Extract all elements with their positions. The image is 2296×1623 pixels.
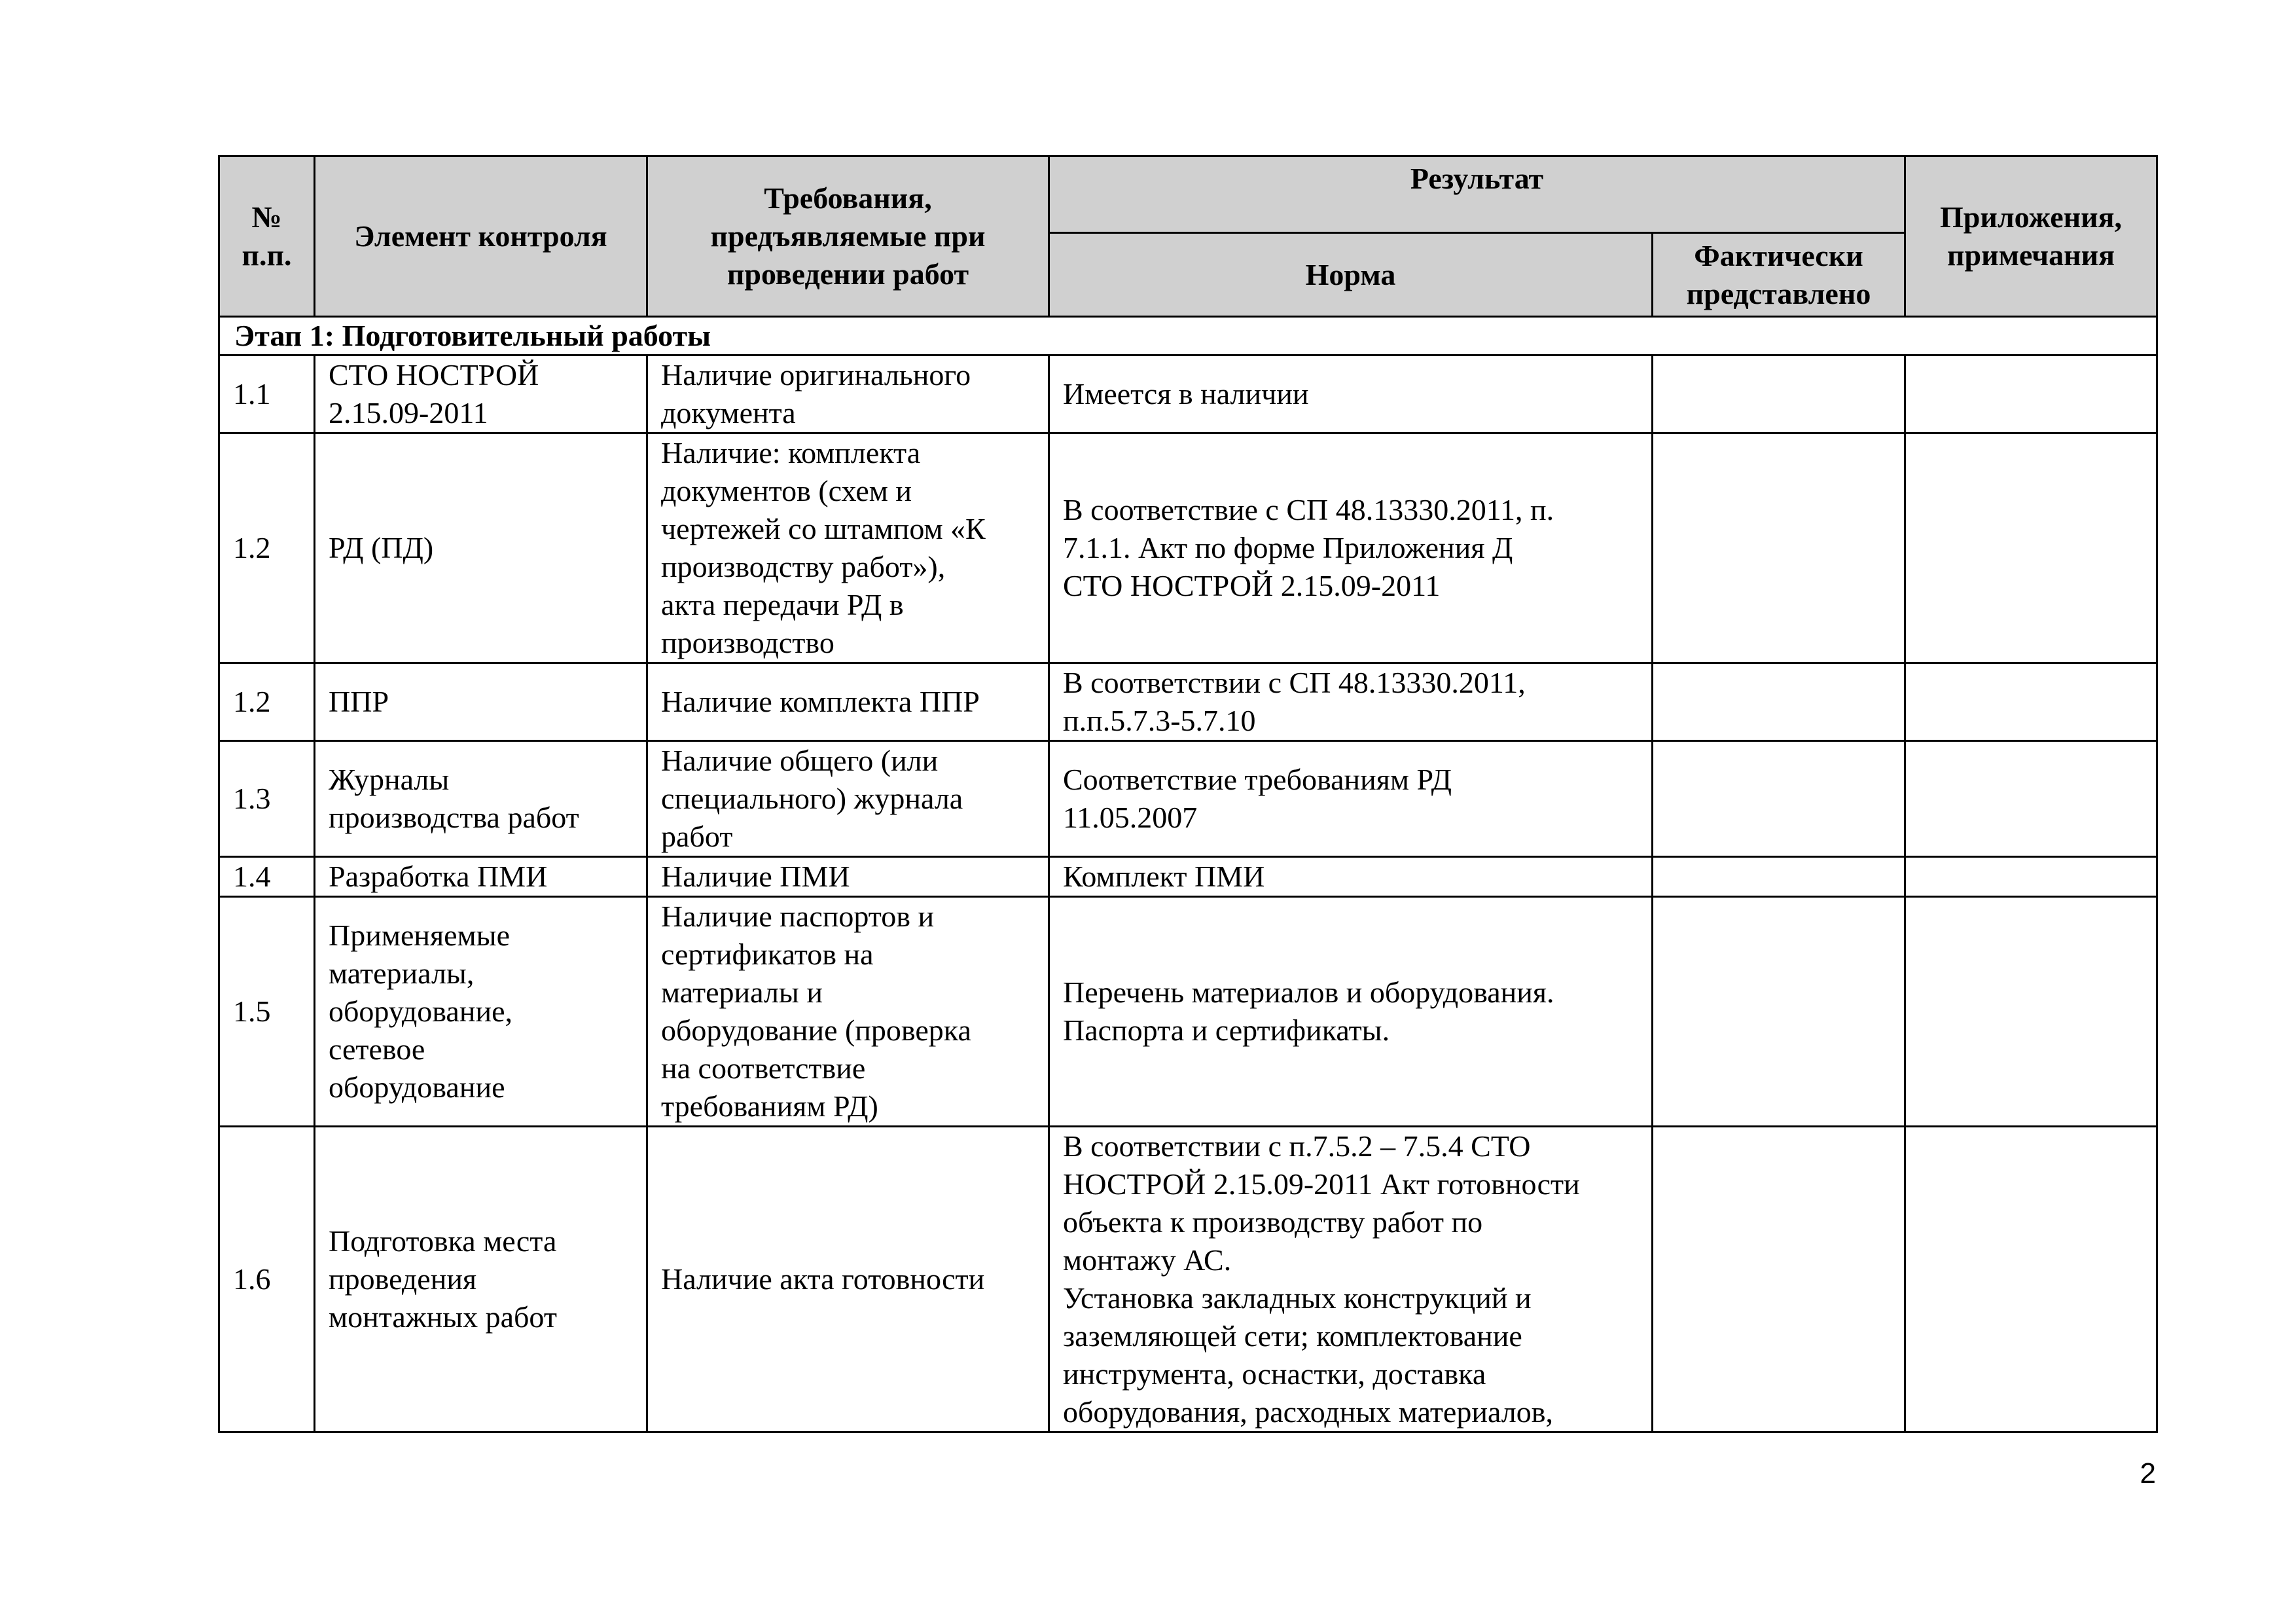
row-element: ППР	[315, 663, 647, 741]
page-number: 2	[2140, 1457, 2156, 1489]
row-actual	[1653, 356, 1905, 433]
table-row	[219, 741, 2157, 857]
header-actual: Фактически представлено	[1653, 233, 1905, 317]
row-actual	[1653, 663, 1905, 741]
row-requirement: Наличие акта готовности	[647, 1127, 1049, 1432]
row-actual	[1653, 857, 1905, 897]
table-row	[219, 1127, 2157, 1432]
stage-title: Этап 1: Подготовительный работы	[219, 317, 2157, 356]
row-requirement: Наличие паспортов и сертификатов на материалы и оборудование (проверка на соответствие требованиям РД)	[647, 897, 1049, 1127]
row-num: 1.3	[219, 741, 315, 857]
header-result: Результат	[1049, 156, 1905, 233]
row-element: Журналы производства работ	[315, 741, 647, 857]
row-norm: В соответствии с СП 48.13330.2011, п.п.5.7.3-5.7.10	[1049, 663, 1653, 741]
row-actual	[1653, 741, 1905, 857]
row-notes	[1905, 356, 2157, 433]
header-requirements: Требования, предъявляемые при проведении работ	[647, 156, 1049, 317]
row-norm: Комплект ПМИ	[1049, 857, 1653, 897]
row-norm: Имеется в наличии	[1049, 356, 1653, 433]
row-num: 1.2	[219, 433, 315, 663]
row-notes	[1905, 897, 2157, 1127]
row-requirement: Наличие комплекта ППР	[647, 663, 1049, 741]
row-num: 1.4	[219, 857, 315, 897]
row-num: 1.1	[219, 356, 315, 433]
row-notes	[1905, 663, 2157, 741]
row-notes	[1905, 1127, 2157, 1432]
header-num: № п.п.	[219, 156, 315, 317]
control-table	[218, 155, 2158, 1433]
table-row	[219, 857, 2157, 897]
stage-row	[219, 317, 2157, 356]
row-norm: Перечень материалов и оборудования. Паспорта и сертификаты.	[1049, 897, 1653, 1127]
row-element: Подготовка места проведения монтажных работ	[315, 1127, 647, 1432]
row-num: 1.2	[219, 663, 315, 741]
row-norm: В соответствие с СП 48.13330.2011, п. 7.1.1. Акт по форме Приложения Д СТО НОСТРОЙ 2.15.09-2011	[1049, 433, 1653, 663]
row-norm: Соответствие требованиям РД 11.05.2007	[1049, 741, 1653, 857]
table-row	[219, 356, 2157, 433]
row-element: Применяемые материалы, оборудование, сетевое оборудование	[315, 897, 647, 1127]
row-actual	[1653, 897, 1905, 1127]
header-norm: Норма	[1049, 233, 1653, 317]
row-num: 1.5	[219, 897, 315, 1127]
row-element: Разработка ПМИ	[315, 857, 647, 897]
row-num: 1.6	[219, 1127, 315, 1432]
row-element: РД (ПД)	[315, 433, 647, 663]
table-row	[219, 897, 2157, 1127]
row-requirement: Наличие ПМИ	[647, 857, 1049, 897]
table-row	[219, 663, 2157, 741]
row-notes	[1905, 857, 2157, 897]
row-requirement: Наличие оригинального документа	[647, 356, 1049, 433]
row-notes	[1905, 433, 2157, 663]
row-actual	[1653, 433, 1905, 663]
row-element: СТО НОСТРОЙ 2.15.09-2011	[315, 356, 647, 433]
table-header	[219, 156, 2157, 317]
header-notes: Приложения, примечания	[1905, 156, 2157, 317]
row-actual	[1653, 1127, 1905, 1432]
row-notes	[1905, 741, 2157, 857]
header-element: Элемент контроля	[315, 156, 647, 317]
row-norm: В соответствии с п.7.5.2 – 7.5.4 СТО НОСТРОЙ 2.15.09-2011 Акт готовности объекта к производству работ по монтажу АС. Установка закладных конструкций и заземляющей сети; комплектование инструмента, оснастки, доставка оборудования, расходных материалов,	[1049, 1127, 1653, 1432]
table-row	[219, 433, 2157, 663]
table-body	[219, 317, 2157, 1432]
row-requirement: Наличие общего (или специального) журнала работ	[647, 741, 1049, 857]
row-requirement: Наличие: комплекта документов (схем и чертежей со штампом «К производству работ»), акта передачи РД в производство	[647, 433, 1049, 663]
